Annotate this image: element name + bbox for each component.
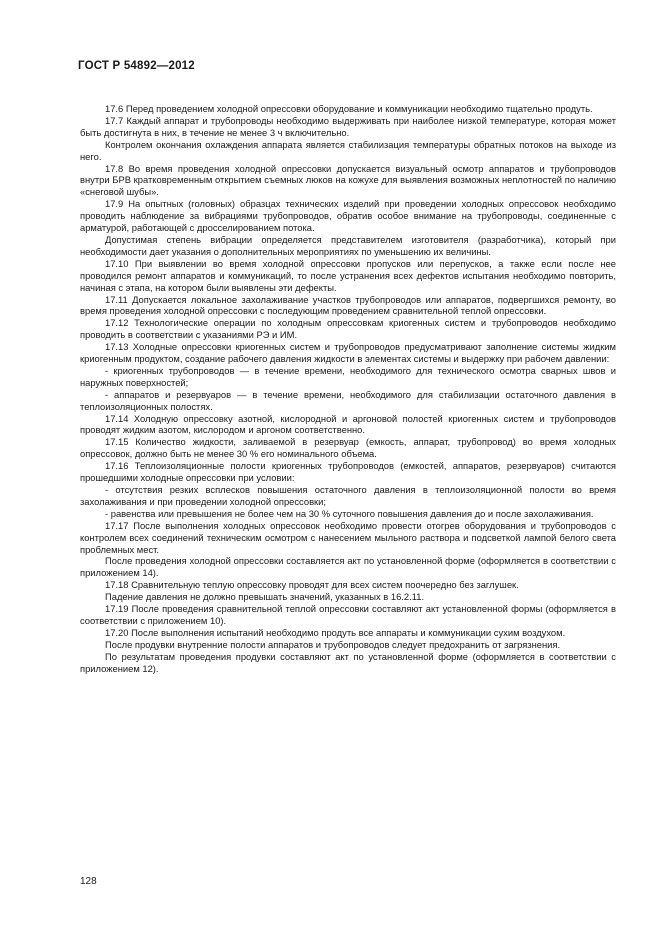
page-number: 128	[80, 876, 97, 887]
paragraph: Контролем окончания охлаждения аппарата является стабилизация температуры обратных потоков на выходе из него.	[80, 138, 616, 162]
paragraph: По результатам проведения продувки составляют акт по установленной форме (оформляется в соответствии с приложением 12).	[80, 650, 616, 674]
list-item: - равенства или превышения не более чем на 30 % суточного повышения давления до и после захолаживания.	[105, 507, 594, 519]
paragraph: 17.10 При выявлении во время холодной опрессовки пропусков или перепусков, а также если после нее проводился ремонт аппаратов и коммуникаций, то после устранения всех дефектов испытания необходимо повторить, начиная с этапа, на котором были выявлены эти дефекты.	[80, 257, 616, 293]
document-body	[80, 103, 616, 675]
paragraph: После продувки внутренние полости аппаратов и трубопроводов следует предохранить от загрязнения.	[105, 638, 561, 650]
paragraph: 17.13 Холодные опрессовки криогенных систем и трубопроводов предусматривают заполнение системы жидким криогенным продуктом, создание рабочего давления жидкости в элементах системы и выдержку при рабочем давлении:	[80, 341, 616, 365]
paragraph: 17.8 Во время проведения холодной опрессовки допускается визуальный осмотр аппаратов и трубопроводов внутри БРВ кратковременным открытием съемных люков на кожухе для выявления возможных неплотностей по наличию «снеговой шубы».	[80, 162, 616, 198]
paragraph: Допустимая степень вибрации определяется представителем изготовителя (разработчика), который при необходимости дает указания о дополнительных мероприятиях по уменьшению их величины.	[80, 233, 616, 257]
paragraph: 17.11 Допускается локальное захолаживание участков трубопроводов или аппаратов, подвергшихся ремонту, во время проведения холодной опрессовки с последующим проведением сравнительной теплой опрессовки.	[80, 293, 616, 317]
paragraph: 17.6 Перед проведением холодной опрессовки оборудование и коммуникации необходимо тщательно продуть.	[105, 103, 593, 114]
paragraph: 17.19 После проведения сравнительной теплой опрессовки составляют акт установленной формы (оформляется в соответствии с приложением 10).	[80, 603, 616, 626]
paragraph: 17.18 Сравнительную теплую опрессовку проводят для всех систем поочередно без заглушек.	[105, 579, 519, 591]
paragraph: После проведения холодной опрессовки составляется акт по установленной форме (оформляется в соответствии с приложением 14).	[80, 555, 616, 579]
paragraph: 17.12 Технологические операции по холодным опрессовкам криогенных систем и трубопроводов необходимо проводить в соответствии с указаниями РЭ и ИМ.	[80, 317, 616, 341]
paragraph: 17.7 Каждый аппарат и трубопроводы необходимо выдерживать при наиболее низкой температуре, которая может быть достигнута в них, в течение не менее 3 ч включительно.	[80, 114, 616, 138]
paragraph: 17.14 Холодную опрессовку азотной, кислородной и аргоновой полостей криогенных систем и трубопроводов проводят жидким азотом, кислородом и аргоном соответственно.	[80, 412, 616, 436]
paragraph: 17.16 Теплоизоляционные полости криогенных трубопроводов (емкостей, аппаратов, резервуаров) считаются прошедшими холодные опрессовки при условии:	[80, 460, 616, 484]
list-item: - отсутствия резких всплесков повышения остаточного давления в теплоизоляционной полости во время захолаживания и при проведении холодной опрессовки;	[80, 484, 616, 507]
paragraph: 17.17 После выполнения холодных опрессовок необходимо провести отогрев оборудования и трубопроводов с контролем всех соединений техническим осмотром с нанесением мыльного раствора и подсветкой лампой белого света проблемных мест.	[80, 519, 616, 555]
paragraph: Падение давления не должно превышать значений, указанных в 16.2.11.	[105, 591, 425, 603]
list-item: - криогенных трубопроводов — в течение времени, необходимого для технического осмотра сварных швов и наружных поверхностей;	[80, 364, 616, 388]
paragraph: 17.9 На опытных (головных) образцах технических изделий при проведении холодных опрессовок необходимо проводить наблюдение за вибрациями трубопроводов, обратив особое внимание на трубопроводы, соединенные с арматурой, работающей с дросселированием потока.	[80, 198, 616, 234]
paragraph: 17.15 Количество жидкости, заливаемой в резервуар (емкость, аппарат, трубопровод) во время холодных опрессовок, должно быть не менее 30 % его номинального объема.	[80, 436, 616, 460]
paragraph: 17.20 После выполнения испытаний необходимо продуть все аппараты и коммуникации сухим воздухом.	[105, 626, 566, 638]
document-header: ГОСТ Р 54892—2012	[78, 60, 195, 72]
list-item: - аппаратов и резервуаров — в течение времени, необходимого для стабилизации остаточного давления в теплоизоляционных полостях.	[80, 388, 616, 412]
